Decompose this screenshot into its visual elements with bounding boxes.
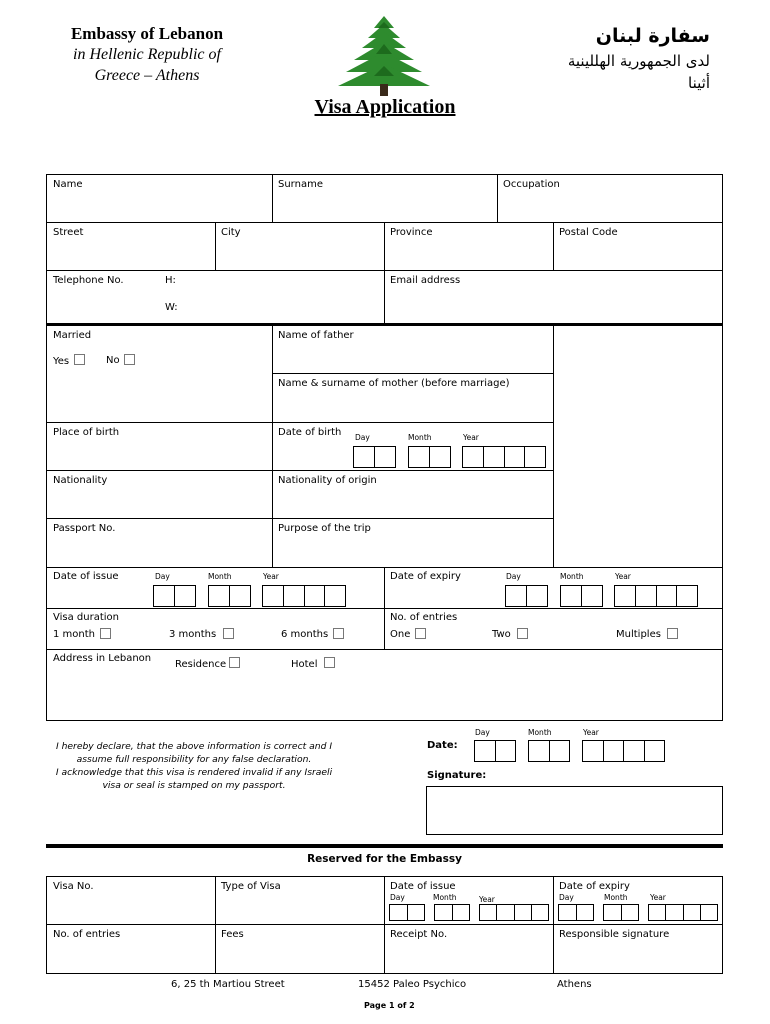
entries-one-label: One xyxy=(390,629,411,640)
married-yes-label: Yes xyxy=(53,356,70,367)
embassy-expiry-month-label: Month xyxy=(604,893,628,902)
embassy-title-ar: سفارة لبنان xyxy=(595,25,710,47)
expiry-year-input[interactable] xyxy=(614,585,698,607)
page-title: Visa Application xyxy=(314,96,456,118)
embassy-name-en xyxy=(40,24,254,86)
married-no-label: No xyxy=(106,355,120,366)
visa-no-field[interactable] xyxy=(46,876,216,925)
declaration-line-1: I hereby declare, that the above information is correct and I xyxy=(55,741,333,752)
duration-1-checkbox[interactable] xyxy=(100,628,111,639)
embassy-title-en: Embassy of Lebanon xyxy=(70,24,224,43)
embassy-subtitle-ar-1: لدى الجمهورية الهللينية xyxy=(567,52,710,70)
signature-field[interactable] xyxy=(426,786,723,835)
sign-date-month-input[interactable] xyxy=(528,740,570,762)
date-of-expiry-field xyxy=(384,567,723,609)
embassy-issue-date-label: Date of issue xyxy=(390,881,456,892)
embassy-subtitle-en-1: in Hellenic Republic of xyxy=(73,46,221,63)
province-label: Province xyxy=(390,227,433,238)
expiry-month-label: Month xyxy=(560,572,584,581)
embassy-issue-day-input[interactable] xyxy=(389,904,425,921)
surname-field[interactable] xyxy=(272,174,498,223)
responsible-signature-field[interactable] xyxy=(553,924,723,974)
nationality-label: Nationality xyxy=(53,475,108,486)
name-field[interactable] xyxy=(46,174,273,223)
name-label: Name xyxy=(53,179,83,190)
footer-city: Athens xyxy=(557,979,592,990)
embassy-subtitle-en-2: Greece – Athens xyxy=(94,67,200,84)
entries-field xyxy=(384,608,723,650)
dob-month-label: Month xyxy=(408,433,432,442)
type-of-visa-field[interactable] xyxy=(215,876,385,925)
receipt-no-label: Receipt No. xyxy=(390,929,448,940)
email-field[interactable] xyxy=(384,270,723,325)
embassy-expiry-date-field xyxy=(553,876,723,925)
embassy-issue-month-label: Month xyxy=(433,893,457,902)
expiry-month-input[interactable] xyxy=(560,585,603,607)
entries-multiples-label: Multiples xyxy=(616,629,661,640)
expiry-day-input[interactable] xyxy=(505,585,548,607)
date-of-birth-field xyxy=(272,422,554,471)
hotel-checkbox[interactable] xyxy=(324,657,335,668)
city-label: City xyxy=(221,227,241,238)
occupation-label: Occupation xyxy=(503,179,560,190)
issue-day-input[interactable] xyxy=(153,585,196,607)
place-of-birth-field[interactable] xyxy=(46,422,273,471)
embassy-entries-field[interactable] xyxy=(46,924,216,974)
embassy-issue-year-input[interactable] xyxy=(479,904,549,921)
embassy-issue-year-label: Year xyxy=(479,895,495,904)
issue-month-label: Month xyxy=(208,572,232,581)
date-of-expiry-label: Date of expiry xyxy=(390,571,461,582)
dob-day-label: Day xyxy=(355,433,370,442)
declaration-line-3: I acknowledge that this visa is rendered invalid if any Israeli xyxy=(55,767,333,778)
cedar-tree-icon xyxy=(334,14,434,98)
embassy-issue-month-input[interactable] xyxy=(434,904,470,921)
responsible-signature-label: Responsible signature xyxy=(559,929,670,940)
married-label: Married xyxy=(53,330,92,341)
footer-postal: 15452 Paleo Psychico xyxy=(358,979,467,990)
province-field[interactable] xyxy=(384,222,554,271)
embassy-subtitle-ar-2: أثينا xyxy=(688,74,710,92)
type-of-visa-label: Type of Visa xyxy=(221,881,281,892)
footer-street: 6, 25 th Martiou Street xyxy=(171,979,285,990)
dob-year-label: Year xyxy=(463,433,479,442)
embassy-entries-label: No. of entries xyxy=(53,929,121,940)
telephone-home-label: H: xyxy=(165,275,176,286)
embassy-expiry-day-label: Day xyxy=(559,893,574,902)
residence-label: Residence xyxy=(175,659,227,670)
telephone-label: Telephone No. xyxy=(53,275,124,286)
issue-month-input[interactable] xyxy=(208,585,251,607)
sign-date-month-label: Month xyxy=(528,728,552,737)
visa-no-label: Visa No. xyxy=(53,881,94,892)
embassy-expiry-year-label: Year xyxy=(650,893,666,902)
embassy-expiry-year-input[interactable] xyxy=(648,904,718,921)
postal-code-label: Postal Code xyxy=(559,227,618,238)
duration-1-label: 1 month xyxy=(53,629,95,640)
telephone-field[interactable] xyxy=(46,270,385,325)
telephone-work-label: W: xyxy=(165,302,178,313)
fees-field[interactable] xyxy=(215,924,385,974)
date-of-issue-label: Date of issue xyxy=(53,571,119,582)
embassy-name-ar xyxy=(480,22,710,94)
receipt-no-field[interactable] xyxy=(384,924,554,974)
embassy-expiry-date-label: Date of expiry xyxy=(559,881,630,892)
expiry-year-label: Year xyxy=(615,572,631,581)
nationality-origin-label: Nationality of origin xyxy=(278,475,377,486)
sign-date-year-input[interactable] xyxy=(582,740,665,762)
married-no-checkbox[interactable] xyxy=(124,354,135,365)
duration-6-checkbox[interactable] xyxy=(333,628,344,639)
sign-date-day-label: Day xyxy=(475,728,490,737)
entries-two-label: Two xyxy=(492,629,511,640)
photo-area xyxy=(553,325,723,568)
declaration-line-2: assume full responsibility for any false declaration. xyxy=(76,754,312,765)
passport-no-label: Passport No. xyxy=(53,523,116,534)
city-field[interactable] xyxy=(215,222,385,271)
entries-one-checkbox[interactable] xyxy=(415,628,426,639)
street-field[interactable] xyxy=(46,222,216,271)
nationality-field[interactable] xyxy=(46,470,273,519)
nationality-origin-field[interactable] xyxy=(272,470,554,519)
father-name-field[interactable] xyxy=(272,325,554,374)
passport-no-field[interactable] xyxy=(46,518,273,568)
embassy-issue-date-field xyxy=(384,876,554,925)
embassy-section-title: Reserved for the Embassy xyxy=(307,853,462,865)
occupation-field[interactable] xyxy=(497,174,723,223)
entries-label: No. of entries xyxy=(390,612,458,623)
issue-year-input[interactable] xyxy=(262,585,346,607)
dob-month-input[interactable] xyxy=(408,446,451,468)
declaration-text xyxy=(44,740,344,792)
visa-duration-label: Visa duration xyxy=(53,612,119,623)
sign-date-label: Date: xyxy=(427,740,458,751)
embassy-expiry-month-input[interactable] xyxy=(603,904,639,921)
sign-date-day-input[interactable] xyxy=(474,740,516,762)
mother-name-field[interactable] xyxy=(272,373,554,423)
fees-label: Fees xyxy=(221,929,244,940)
street-label: Street xyxy=(53,227,84,238)
dob-day-input[interactable] xyxy=(353,446,396,468)
purpose-label: Purpose of the trip xyxy=(278,523,371,534)
date-of-issue-field xyxy=(46,567,385,609)
place-of-birth-label: Place of birth xyxy=(53,427,120,438)
mother-name-label: Name & surname of mother (before marriage) xyxy=(278,378,510,389)
declaration-line-4: visa or seal is stamped on my passport. xyxy=(102,780,286,791)
page-number: Page 1 of 2 xyxy=(364,1001,415,1010)
visa-duration-field xyxy=(46,608,385,650)
embassy-issue-day-label: Day xyxy=(390,893,405,902)
purpose-field[interactable] xyxy=(272,518,554,568)
embassy-expiry-day-input[interactable] xyxy=(558,904,594,921)
issue-day-label: Day xyxy=(155,572,170,581)
married-yes-checkbox[interactable] xyxy=(74,354,85,365)
address-lebanon-field[interactable] xyxy=(46,649,723,721)
email-label: Email address xyxy=(390,275,461,286)
date-of-birth-label: Date of birth xyxy=(278,427,342,438)
married-field xyxy=(46,325,273,423)
entries-two-checkbox[interactable] xyxy=(517,628,528,639)
residence-checkbox[interactable] xyxy=(229,657,240,668)
expiry-day-label: Day xyxy=(506,572,521,581)
signature-label: Signature: xyxy=(427,770,487,781)
issue-year-label: Year xyxy=(263,572,279,581)
duration-3-checkbox[interactable] xyxy=(223,628,234,639)
embassy-section-divider xyxy=(46,844,723,848)
duration-6-label: 6 months xyxy=(281,629,329,640)
address-lebanon-label: Address in Lebanon xyxy=(53,653,152,664)
entries-multiples-checkbox[interactable] xyxy=(667,628,678,639)
father-name-label: Name of father xyxy=(278,330,354,341)
duration-3-label: 3 months xyxy=(169,629,217,640)
postal-code-field[interactable] xyxy=(553,222,723,271)
dob-year-input[interactable] xyxy=(462,446,546,468)
hotel-label: Hotel xyxy=(291,659,318,670)
surname-label: Surname xyxy=(278,179,323,190)
sign-date-year-label: Year xyxy=(583,728,599,737)
